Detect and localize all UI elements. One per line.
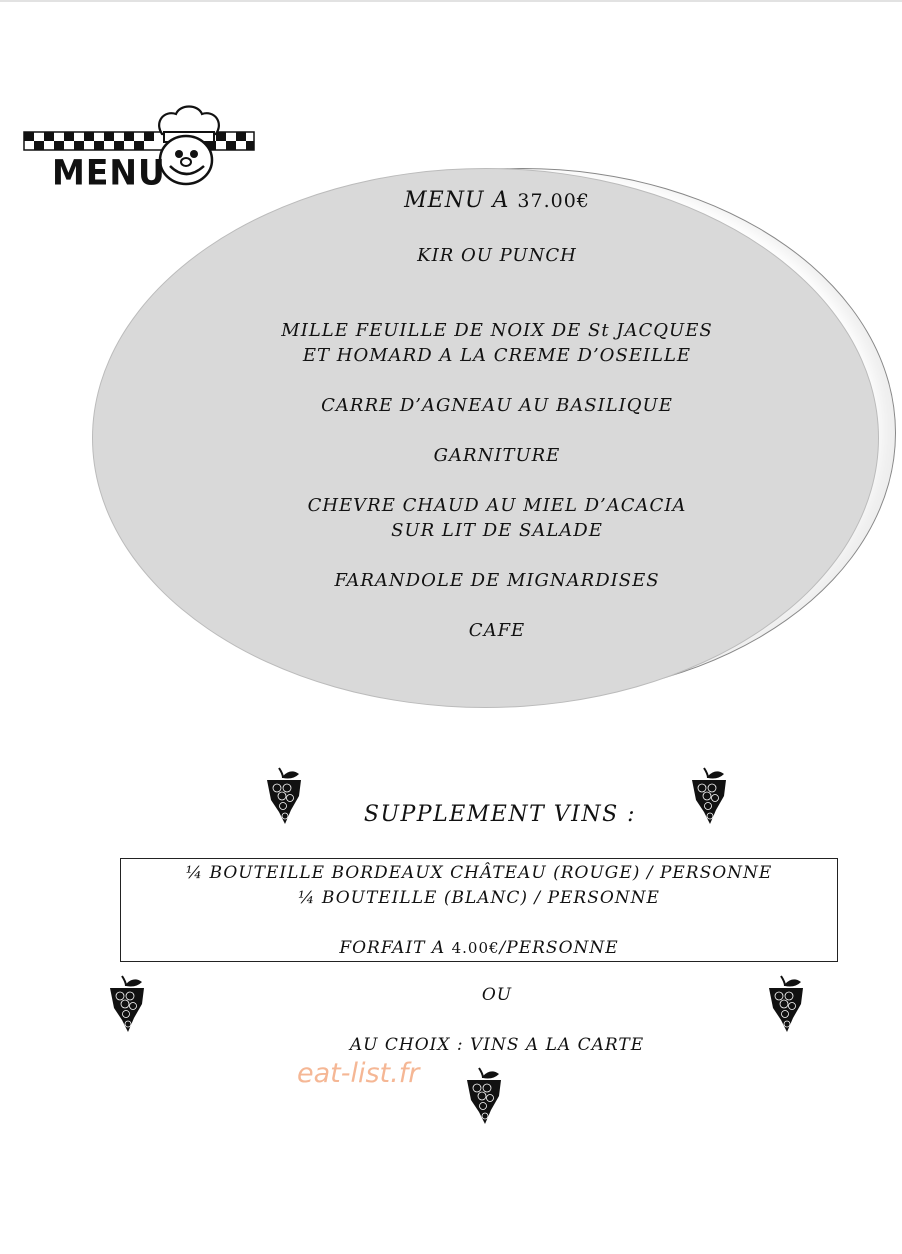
wine-box [120,858,838,962]
menu-item: CARRE D’AGNEAU AU BASILIQUE [321,395,673,416]
menu-price: 37.00€ [517,190,590,212]
menu-item: ET HOMARD A LA CREME D’OSEILLE [302,345,692,366]
menu-item: CHEVRE CHAUD AU MIEL D’ACACIA [307,495,687,516]
forfait-price: 4.00€ [451,939,500,957]
or-text: OU [481,985,513,1005]
watermark: eat-list.fr [297,1058,420,1089]
menu-item: SUR LIT DE SALADE [391,520,603,541]
menu-logo [22,104,258,194]
menu-item: CAFE [468,620,526,641]
wine-line: ¼ BOUTEILLE (BLANC) / PERSONNE [298,888,660,908]
grape-icon [106,974,148,1036]
wine-line: ¼ BOUTEILLE BORDEAUX CHÂTEAU (ROUGE) / PERSONNE [185,863,773,883]
logo-word: MENU [52,152,166,193]
grape-icon [463,1066,505,1128]
forfait-suffix: /PERSONNE [499,938,619,958]
menu-title-label: MENU A [404,188,510,213]
menu-item: KIR OU PUNCH [417,245,577,266]
supplement-title: SUPPLEMENT VINS : [363,802,637,827]
menu-item: MILLE FEUILLE DE NOIX DE St JACQUES [281,320,713,341]
forfait-line [121,938,837,958]
menu-title [200,188,794,214]
menu-item: FARANDOLE DE MIGNARDISES [334,570,660,591]
grape-icon [765,974,807,1036]
forfait-prefix: FORFAIT A [339,938,452,958]
choice-text: AU CHOIX : VINS A LA CARTE [349,1035,645,1055]
top-border [0,0,902,2]
grape-icon [263,766,305,828]
menu-item: GARNITURE [433,445,561,466]
